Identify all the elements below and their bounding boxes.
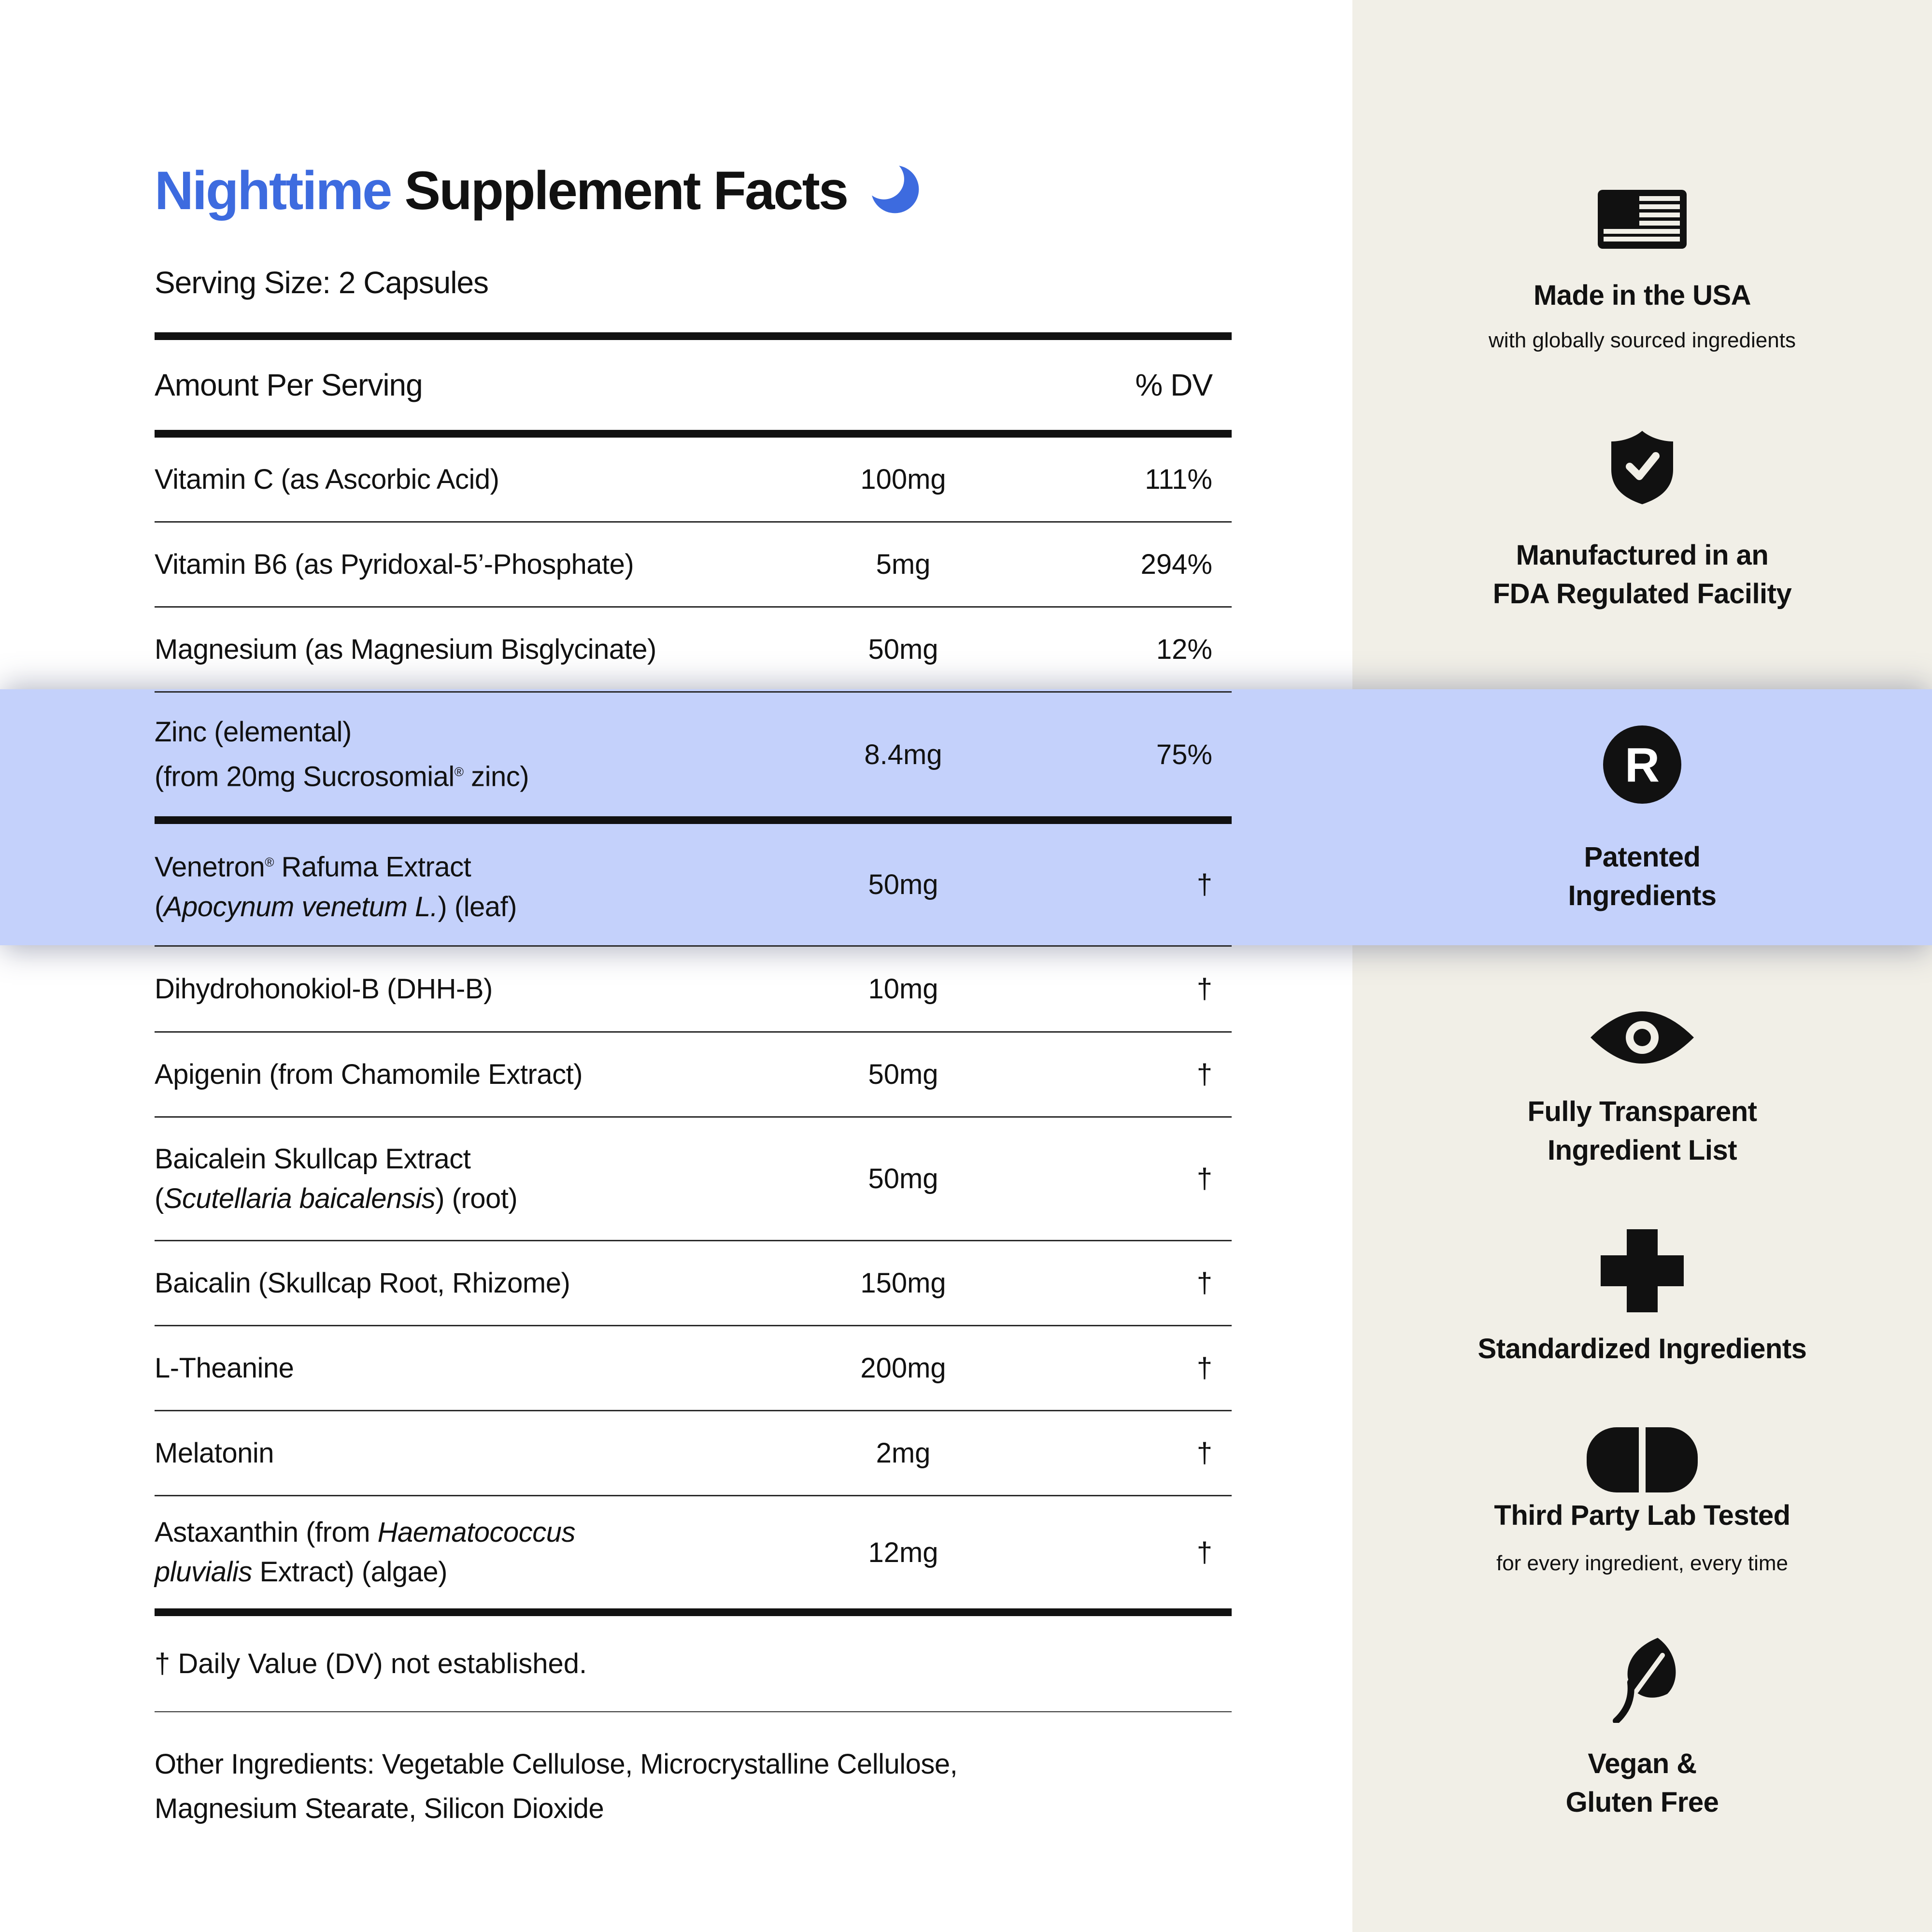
table-row: [155, 523, 1232, 608]
table-row: [155, 947, 1232, 1033]
daily-value-cell: †: [1196, 1267, 1212, 1299]
sidebar-item-subtitle: with globally sourced ingredients: [1489, 328, 1796, 352]
ingredient-name: Astaxanthin (from Haematococcus pluvialis Extract) (algae): [155, 1517, 575, 1588]
amount-cell: 12mg: [868, 1536, 938, 1568]
daily-value-cell: †: [1196, 1536, 1212, 1568]
page-title: [155, 159, 923, 222]
sidebar-item-title: Standardized Ingredients: [1477, 1333, 1807, 1364]
sidebar-item-icon: [1352, 190, 1932, 251]
sidebar-item-title: Third Party Lab Tested: [1494, 1500, 1790, 1531]
daily-value-cell: 12%: [1156, 634, 1212, 665]
sidebar-item-icon: [1352, 429, 1932, 508]
sidebar-item-icon: [1352, 1427, 1932, 1495]
plus-icon: [1601, 1229, 1684, 1315]
table-row: [155, 693, 1232, 816]
daily-value-cell: †: [1196, 869, 1212, 900]
ingredient-name: Zinc (elemental) (from 20mg Sucrosomial® zinc): [155, 716, 529, 793]
amount-cell: 50mg: [868, 1059, 938, 1090]
supplement-table: [155, 332, 1232, 1831]
table-row: [155, 1411, 1232, 1496]
amount-cell: 50mg: [868, 634, 938, 665]
sidebar-item-subtitle: for every ingredient, every time: [1496, 1551, 1789, 1575]
ingredient-name: Vitamin B6 (as Pyridoxal-5’-Phosphate): [155, 548, 634, 580]
daily-value-cell: 294%: [1140, 549, 1212, 580]
table-rows: [155, 438, 1232, 1616]
eye-icon: [1587, 1009, 1698, 1069]
registered-mark-icon: [1603, 725, 1681, 806]
divider-thick: [155, 430, 1232, 438]
title-rest: Supplement Facts: [404, 160, 848, 221]
table-row: [155, 438, 1232, 523]
ingredient-name: Vitamin C (as Ascorbic Acid): [155, 463, 499, 495]
serving-size: Serving Size: 2 Capsules: [155, 265, 489, 300]
table-row: [155, 1326, 1232, 1411]
title-highlight: Nighttime: [155, 160, 391, 221]
ingredient-name: Dihydrohonokiol-B (DHH-B): [155, 973, 493, 1005]
sidebar-item-title: Made in the USA: [1533, 280, 1751, 311]
capsule-icon: [1587, 1427, 1698, 1495]
daily-value-cell: †: [1196, 973, 1212, 1005]
table-row: [155, 824, 1232, 947]
ingredient-name: Baicalin (Skullcap Root, Rhizome): [155, 1267, 570, 1299]
amount-cell: 10mg: [868, 973, 938, 1005]
amount-cell: 50mg: [868, 1163, 938, 1194]
daily-value-cell: †: [1196, 1352, 1212, 1384]
daily-value-cell: 75%: [1156, 739, 1212, 770]
leaf-check-icon: [1601, 1635, 1684, 1725]
daily-value-cell: 111%: [1145, 464, 1212, 495]
ingredient-name: Venetron® Rafuma Extract (Apocynum venetum L.) (leaf): [155, 851, 517, 923]
amount-cell: 100mg: [860, 464, 946, 495]
sidebar-item-title: Vegan & Gluten Free: [1565, 1748, 1719, 1818]
sidebar-item-title: Patented Ingredients: [1568, 841, 1717, 911]
usa-flag-icon: [1598, 190, 1687, 251]
ingredient-name: Magnesium (as Magnesium Bisglycinate): [155, 633, 656, 665]
amount-cell: 200mg: [860, 1352, 946, 1384]
amount-cell: 50mg: [868, 869, 938, 900]
ingredient-name: Apigenin (from Chamomile Extract): [155, 1058, 583, 1090]
header-amount-per-serving: Amount Per Serving: [155, 368, 423, 402]
moon-icon: [866, 160, 923, 217]
ingredient-name: Melatonin: [155, 1437, 274, 1469]
divider-thick: [155, 332, 1232, 340]
amount-cell: 8.4mg: [864, 739, 942, 770]
shield-check-icon: [1608, 429, 1676, 508]
daily-value-cell: †: [1196, 1437, 1212, 1469]
divider-thick: [155, 1608, 1232, 1616]
other-ingredients: Other Ingredients: Vegetable Cellulose, Microcrystalline Cellulose, Magnesium Stearate, Silicon Dioxide: [155, 1748, 958, 1824]
daily-value-cell: †: [1196, 1163, 1212, 1194]
sidebar-item-icon: [1352, 1229, 1932, 1315]
header-dv: % DV: [1135, 368, 1212, 402]
amount-cell: 5mg: [876, 549, 931, 580]
amount-cell: 2mg: [876, 1437, 931, 1469]
daily-value-cell: †: [1196, 1059, 1212, 1090]
sidebar-item-icon: [1352, 1009, 1932, 1069]
ingredient-name: L-Theanine: [155, 1352, 294, 1384]
table-header: [155, 340, 1232, 430]
divider-thick: [155, 816, 1232, 824]
table-row: [155, 608, 1232, 693]
table-row: [155, 1241, 1232, 1326]
sidebar-item-title: Manufactured in an FDA Regulated Facility: [1492, 540, 1792, 610]
svg-text:R: R: [1624, 738, 1660, 792]
table-row: [155, 1496, 1232, 1608]
table-row: [155, 1118, 1232, 1241]
amount-cell: 150mg: [860, 1267, 946, 1299]
title-text: [155, 159, 847, 222]
sidebar-item-icon: [1352, 1635, 1932, 1725]
table-row: [155, 1033, 1232, 1118]
ingredient-name: Baicalein Skullcap Extract (Scutellaria baicalensis) (root): [155, 1143, 518, 1214]
sidebar-item-title: Fully Transparent Ingredient List: [1527, 1096, 1757, 1166]
sidebar-item-icon: [1352, 725, 1932, 806]
dv-footnote: † Daily Value (DV) not established.: [155, 1616, 1232, 1712]
